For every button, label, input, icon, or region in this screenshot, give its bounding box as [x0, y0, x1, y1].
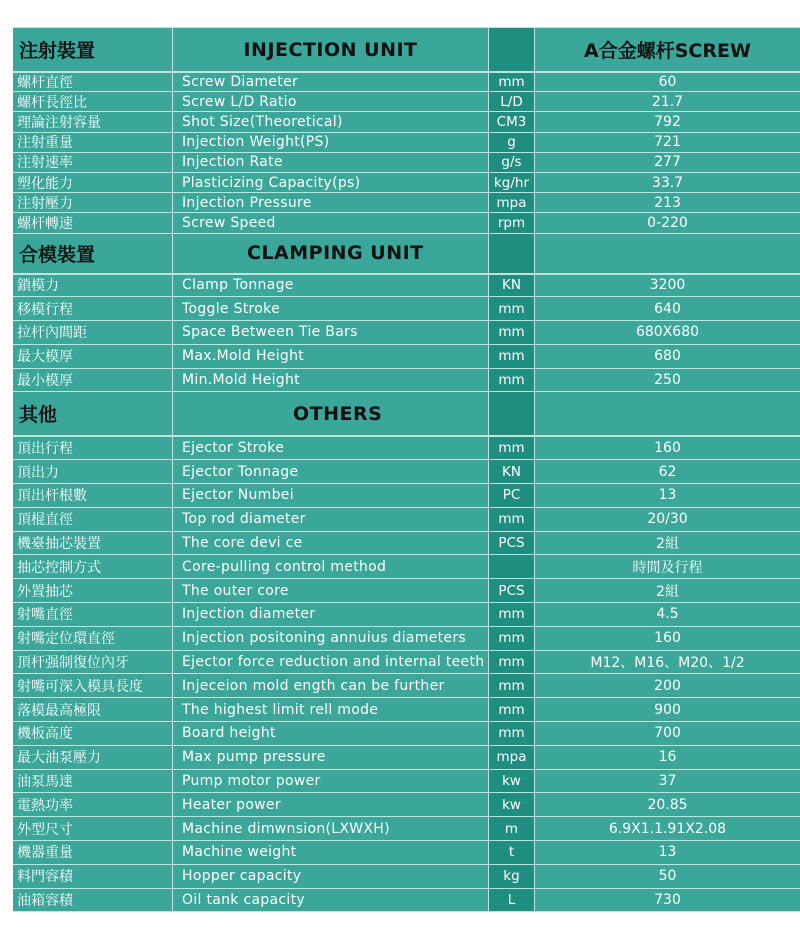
spec-name-en: Injection Pressure	[173, 193, 489, 212]
spec-value: M12、M16、M20、1/2	[590, 655, 745, 672]
table-row	[13, 555, 800, 579]
spec-unit: CM3	[489, 112, 535, 131]
spec-unit: mm	[489, 321, 535, 344]
clamping-section	[13, 274, 800, 393]
table-row	[13, 484, 800, 508]
spec-name-en: Min.Mold Height	[173, 369, 489, 392]
section-unit-cell	[489, 392, 535, 435]
spec-unit: g	[489, 133, 535, 152]
spec-name-en: Screw Speed	[173, 213, 489, 232]
table-row	[13, 603, 800, 627]
spec-name-en: Plasticizing Capacity(ps)	[173, 173, 489, 192]
spec-value: 730	[654, 892, 681, 909]
spec-name-en: Space Between Tie Bars	[173, 321, 489, 344]
table-row	[13, 698, 800, 722]
table-row	[13, 627, 800, 651]
table-row	[13, 722, 800, 746]
spec-value: 4.5	[656, 606, 679, 623]
spec-value: 2組	[656, 583, 679, 600]
spec-value: 640	[654, 300, 681, 317]
spec-name-en: The core devi ce	[173, 532, 489, 555]
spec-value: 21.7	[651, 93, 684, 110]
spec-name-zh: 注射壓力	[13, 193, 173, 212]
spec-name-zh: 油箱容積	[13, 889, 173, 912]
spec-value: 37	[658, 773, 677, 790]
spec-value: 3200	[649, 277, 686, 294]
spec-unit: KN	[489, 275, 535, 297]
spec-value: 213	[654, 194, 681, 211]
spec-value: 900	[654, 701, 681, 718]
spec-unit: kg/hr	[489, 173, 535, 192]
spec-value: 16	[658, 749, 677, 766]
table-row	[13, 579, 800, 603]
spec-name-zh: 電熱功率	[13, 793, 173, 816]
spec-name-zh: 最大油泵壓力	[13, 746, 173, 769]
spec-value: 20/30	[647, 511, 688, 528]
spec-name-zh: 外置抽芯	[13, 579, 173, 602]
section-value-cell	[535, 392, 800, 435]
spec-name-zh: 注射速率	[13, 153, 173, 172]
spec-unit: KN	[489, 460, 535, 483]
table-row	[13, 817, 800, 841]
spec-unit: mm	[489, 651, 535, 674]
spec-name-en: Board height	[173, 722, 489, 745]
spec-unit	[489, 555, 535, 578]
table-row	[13, 92, 800, 112]
table-row	[13, 274, 800, 298]
spec-name-zh: 頂出行程	[13, 437, 173, 459]
spec-unit: mm	[489, 73, 535, 91]
spec-name-en: Max.Mold Height	[173, 345, 489, 368]
spec-unit: g/s	[489, 153, 535, 172]
spec-name-en: Screw L/D Ratio	[173, 92, 489, 111]
spec-value: 0-220	[647, 214, 688, 231]
spec-value: 200	[654, 677, 681, 694]
header-zh-label: 注射裝置	[13, 28, 173, 71]
spec-value: 13	[658, 844, 677, 861]
spec-name-en: Clamp Tonnage	[173, 275, 489, 297]
others-section-header	[13, 392, 800, 436]
section-en-title: OTHERS	[173, 392, 489, 435]
spec-value: 20.85	[647, 796, 688, 813]
spec-value: 277	[654, 154, 681, 171]
spec-unit: L/D	[489, 92, 535, 111]
section-unit-cell	[489, 234, 535, 273]
spec-name-zh: 射嘴定位環直徑	[13, 627, 173, 650]
spec-value: 700	[654, 725, 681, 742]
table-row	[13, 321, 800, 345]
spec-name-en: Shot Size(Theoretical)	[173, 112, 489, 131]
spec-name-en: Toggle Stroke	[173, 297, 489, 320]
spec-name-zh: 頂棍直徑	[13, 508, 173, 531]
table-row	[13, 153, 800, 173]
spec-value: 62	[658, 463, 677, 480]
spec-unit: m	[489, 817, 535, 840]
spec-unit: mm	[489, 369, 535, 392]
spec-name-en: Screw Diameter	[173, 73, 489, 91]
table-row	[13, 508, 800, 532]
spec-name-zh: 機臺抽芯裝置	[13, 532, 173, 555]
table-row	[13, 112, 800, 132]
spec-value: 721	[654, 134, 681, 151]
table-row	[13, 746, 800, 770]
spec-unit: L	[489, 889, 535, 912]
spec-unit: kw	[489, 793, 535, 816]
spec-value: 160	[654, 630, 681, 647]
section-en-title: CLAMPING UNIT	[173, 234, 489, 273]
spec-unit: kw	[489, 770, 535, 793]
table-row	[13, 841, 800, 865]
table-row	[13, 133, 800, 153]
spec-value: 2組	[656, 536, 679, 553]
spec-name-en: Injection Weight(PS)	[173, 133, 489, 152]
spec-name-zh: 螺杆長徑比	[13, 92, 173, 111]
spec-unit: t	[489, 841, 535, 864]
spec-unit: mpa	[489, 746, 535, 769]
spec-unit: mm	[489, 674, 535, 697]
spec-value: 6.9X1.1.91X2.08	[608, 820, 727, 837]
spec-value: 33.7	[651, 174, 684, 191]
spec-name-en: The outer core	[173, 579, 489, 602]
table-row	[13, 889, 800, 913]
spec-name-zh: 料門容積	[13, 865, 173, 888]
section-zh-title: 其他	[13, 392, 173, 435]
spec-name-zh: 落模最高極限	[13, 698, 173, 721]
spec-unit: mm	[489, 698, 535, 721]
table-row	[13, 793, 800, 817]
table-row	[13, 193, 800, 213]
spec-name-zh: 最大模厚	[13, 345, 173, 368]
table-row	[13, 297, 800, 321]
clamping-section-header	[13, 234, 800, 274]
header-en-label: INJECTION UNIT	[173, 28, 489, 71]
spec-value: 160	[654, 440, 681, 457]
spec-unit: mm	[489, 722, 535, 745]
spec-name-zh: 鎖模力	[13, 275, 173, 297]
header-value-label: A合金螺杆SCREW	[584, 40, 751, 62]
spec-name-zh: 頂出力	[13, 460, 173, 483]
section-zh-title: 合模裝置	[13, 234, 173, 273]
spec-name-en: Ejector Numbei	[173, 484, 489, 507]
spec-name-en: Ejector force reduction and internal teeth	[173, 651, 489, 674]
table-header	[13, 27, 800, 72]
table-row	[13, 674, 800, 698]
spec-value: 680X680	[635, 324, 700, 341]
spec-unit: PCS	[489, 579, 535, 602]
spec-name-zh: 頂出杆根數	[13, 484, 173, 507]
spec-name-en: Ejector Tonnage	[173, 460, 489, 483]
spec-name-en: Core-pulling control method	[173, 555, 489, 578]
spec-unit: rpm	[489, 213, 535, 232]
spec-name-zh: 頂杆强制復位內牙	[13, 651, 173, 674]
spec-name-zh: 拉杆內間距	[13, 321, 173, 344]
spec-unit: PCS	[489, 532, 535, 555]
table-row	[13, 345, 800, 369]
spec-name-en: Machine weight	[173, 841, 489, 864]
spec-unit: PC	[489, 484, 535, 507]
spec-unit: mm	[489, 508, 535, 531]
spec-name-en: Max pump pressure	[173, 746, 489, 769]
spec-name-zh: 螺杆直徑	[13, 73, 173, 91]
spec-unit: mm	[489, 603, 535, 626]
spec-value: 680	[654, 348, 681, 365]
table-row	[13, 865, 800, 889]
table-row	[13, 436, 800, 460]
table-row	[13, 173, 800, 193]
spec-unit: mm	[489, 437, 535, 459]
spec-unit: kg	[489, 865, 535, 888]
spec-name-zh: 移模行程	[13, 297, 173, 320]
spec-name-en: Injection Rate	[173, 153, 489, 172]
table-row	[13, 770, 800, 794]
spec-name-en: Injection positoning annuius diameters	[173, 627, 489, 650]
spec-value: 250	[654, 372, 681, 389]
spec-name-en: Heater power	[173, 793, 489, 816]
others-section	[13, 436, 800, 912]
spec-name-zh: 塑化能力	[13, 173, 173, 192]
spec-name-zh: 注射重量	[13, 133, 173, 152]
spec-name-zh: 射嘴可深入模具長度	[13, 674, 173, 697]
spec-name-en: Oil tank capacity	[173, 889, 489, 912]
table-row	[13, 72, 800, 92]
spec-name-zh: 螺杆轉速	[13, 213, 173, 232]
table-row	[13, 532, 800, 556]
spec-name-zh: 抽芯控制方式	[13, 555, 173, 578]
spec-name-zh: 機器重量	[13, 841, 173, 864]
spec-table	[13, 27, 800, 912]
spec-name-en: Injection diameter	[173, 603, 489, 626]
table-row	[13, 213, 800, 233]
spec-name-zh: 外型尺寸	[13, 817, 173, 840]
spec-name-en: Pump motor power	[173, 770, 489, 793]
spec-value: 792	[654, 113, 681, 130]
spec-value: 60	[658, 74, 677, 91]
spec-name-zh: 最小模厚	[13, 369, 173, 392]
spec-unit: mm	[489, 627, 535, 650]
section-value-cell	[535, 234, 800, 273]
spec-unit: mm	[489, 297, 535, 320]
spec-name-en: Machine dimwnsion(LXWXH)	[173, 817, 489, 840]
spec-value: 50	[658, 868, 677, 885]
spec-name-en: The highest limit rell mode	[173, 698, 489, 721]
spec-unit: mm	[489, 345, 535, 368]
spec-name-zh: 射嘴直徑	[13, 603, 173, 626]
spec-value: 13	[658, 487, 677, 504]
table-row	[13, 460, 800, 484]
spec-name-zh: 油泵馬達	[13, 770, 173, 793]
table-row	[13, 369, 800, 393]
spec-name-en: Hopper capacity	[173, 865, 489, 888]
injection-section	[13, 72, 800, 234]
spec-unit: mpa	[489, 193, 535, 212]
spec-name-en: Top rod diameter	[173, 508, 489, 531]
spec-name-zh: 理論注射容量	[13, 112, 173, 131]
spec-name-zh: 機板高度	[13, 722, 173, 745]
spec-value: 時間及行程	[632, 559, 703, 576]
spec-name-en: Ejector Stroke	[173, 437, 489, 459]
spec-name-en: Injeceion mold ength can be further	[173, 674, 489, 697]
table-row	[13, 651, 800, 675]
header-unit-cell	[489, 28, 535, 71]
